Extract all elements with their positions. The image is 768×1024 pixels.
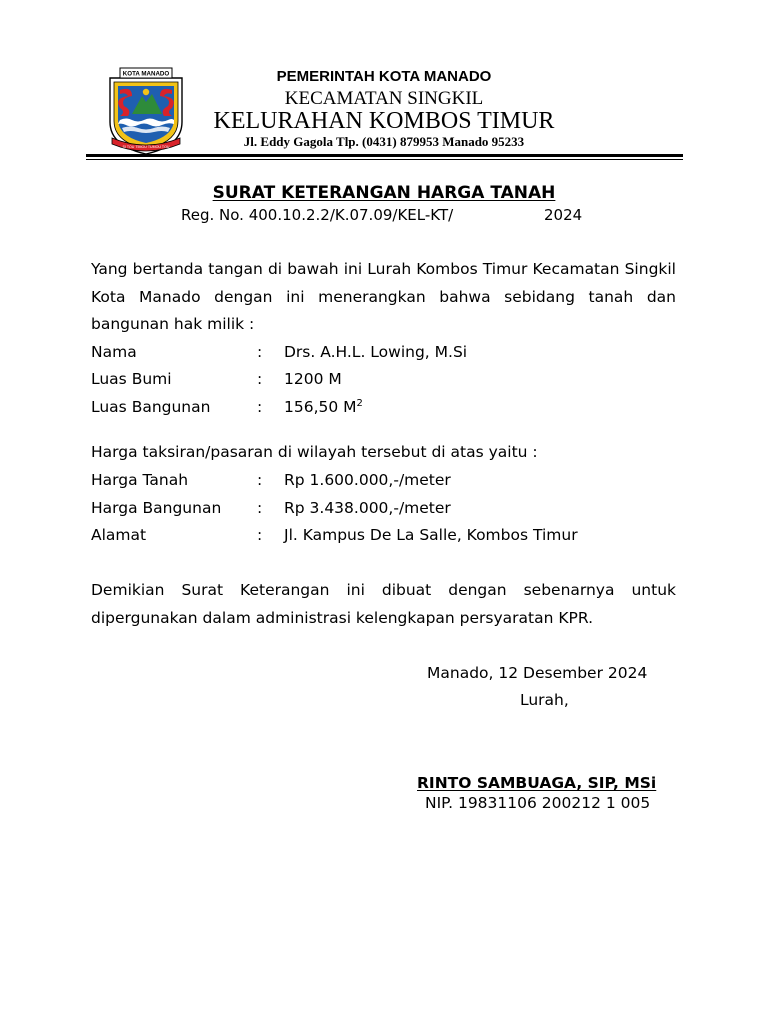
field-value-superscript: 2 [356, 397, 363, 409]
letterhead-divider-thin [86, 159, 683, 160]
registration-number: Reg. No. 400.10.2.2/K.07.09/KEL-KT/ [181, 206, 454, 224]
field-value-wrapper [284, 394, 363, 422]
letterhead-divider [86, 154, 683, 157]
signatory-nip: NIP. 19831106 200212 1 005 [425, 794, 651, 812]
price-intro-paragraph: Harga taksiran/pasaran di wilayah tersebut di atas yaitu : [91, 443, 538, 461]
field-value: Rp 1.600.000,-/meter [284, 471, 451, 489]
field-label: Luas Bangunan [91, 398, 211, 416]
field-colon: : [257, 526, 263, 544]
letterhead-government: PEMERINTAH KOTA MANADO [276, 68, 492, 85]
document-title: SURAT KETERANGAN HARGA TANAH [212, 183, 556, 203]
field-value: Rp 3.438.000,-/meter [284, 499, 451, 517]
field-value: Drs. A.H.L. Lowing, M.Si [284, 343, 468, 361]
field-colon: : [257, 471, 263, 489]
closing-paragraph: Demikian Surat Keterangan ini dibuat dengan sebenarnya untuk dipergunakan dalam administrasi kelengkapan persyaratan KPR. [91, 581, 676, 627]
registration-year: 2024 [544, 206, 583, 224]
field-label: Luas Bumi [91, 370, 172, 388]
field-colon: : [257, 370, 263, 388]
field-colon: : [257, 343, 263, 361]
signature-place-date: Manado, 12 Desember 2024 [427, 664, 648, 682]
field-value: Jl. Kampus De La Salle, Kombos Timur [284, 526, 578, 544]
signatory-name: RINTO SAMBUAGA, SIP, MSi [417, 774, 657, 792]
crest-ribbon-text: SI TOU TIMOU TUMOU TOU [122, 145, 170, 149]
field-value: 1200 M [284, 370, 342, 388]
letterhead-district: KECAMATAN SINGKIL [284, 88, 484, 109]
letterhead-village: KELURAHAN KOMBOS TIMUR [213, 108, 555, 134]
field-colon: : [257, 398, 263, 416]
crest-banner-text: KOTA MANADO [122, 70, 170, 78]
field-label: Alamat [91, 526, 147, 544]
field-colon: : [257, 499, 263, 517]
intro-paragraph: Yang bertanda tangan di bawah ini Lurah Kombos Timur Kecamatan Singkil Kota Manado dengan ini menerangkan bahwa sebidang tanah dan bangunan hak milik : [91, 260, 676, 333]
field-label: Nama [91, 343, 137, 361]
field-value: 156,50 M [284, 398, 357, 416]
field-label: Harga Bangunan [91, 499, 222, 517]
letterhead-address: Jl. Eddy Gagola Tlp. (0431) 879953 Manado 95233 [243, 134, 525, 149]
signature-role: Lurah, [520, 691, 569, 709]
field-label: Harga Tanah [91, 471, 189, 489]
